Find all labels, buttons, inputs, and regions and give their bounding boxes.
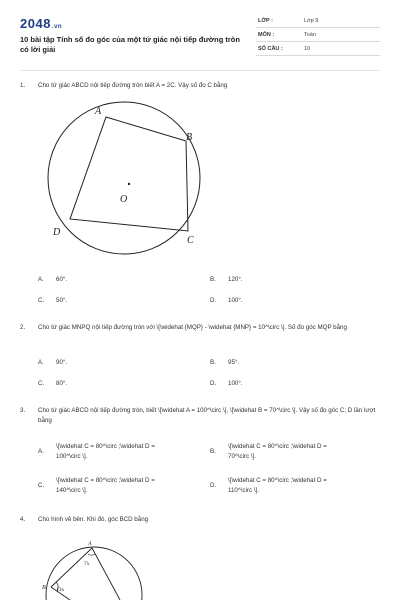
option-letter: B. — [210, 448, 216, 455]
option-text: 120°. — [228, 276, 243, 283]
meta-value: Toán — [304, 32, 316, 38]
header-divider — [20, 70, 380, 71]
option-text-line: \[\widehat C = 80^\circ ;\widehat D = — [228, 477, 327, 484]
option-letter: D. — [210, 380, 217, 387]
option-text-line: 140^\circ \]. — [56, 487, 88, 494]
figure-4-segment-a — [92, 548, 120, 600]
option-text-line: \[\widehat C = 80^\circ ;\widehat D = — [228, 443, 327, 450]
option-letter: C. — [38, 380, 45, 387]
figure-4-label-b: B — [42, 585, 46, 591]
option-letter: A. — [38, 448, 44, 455]
document-title: 10 bài tập Tính số đo góc của một tứ giác nội tiếp đường tròn có lời giải — [20, 35, 240, 54]
option-3c[interactable] — [38, 476, 198, 498]
figure-4-angle-b-label: 13x — [56, 587, 65, 593]
option-text — [56, 442, 196, 462]
figure-question-4 — [30, 535, 160, 600]
meta-row-count — [256, 42, 380, 56]
option-text: 100°. — [228, 297, 243, 304]
option-letter: A. — [38, 276, 44, 283]
option-3a[interactable] — [38, 442, 198, 464]
label-d: D — [53, 227, 61, 238]
option-text-line: 100^\circ \]. — [56, 453, 88, 460]
option-letter: D. — [210, 297, 217, 304]
meta-value: 10 — [304, 46, 311, 52]
option-text: 95°. — [228, 359, 240, 366]
option-text — [228, 476, 368, 496]
meta-row-subject — [256, 28, 380, 42]
option-text — [56, 476, 196, 496]
question-number: 1. — [20, 82, 26, 89]
option-text-line: 70^\circ \]. — [228, 453, 257, 460]
option-text: 50°. — [56, 297, 68, 304]
question-number: 2. — [20, 324, 26, 331]
meta-label: MÔN : — [258, 32, 275, 38]
quadrilateral-abcd — [70, 117, 188, 231]
question-3 — [20, 406, 380, 428]
meta-label: LỚP : — [258, 18, 273, 24]
option-letter: B. — [210, 276, 216, 283]
question-text: Cho tứ giác ABCD nội tiếp đường tròn biết A = 2C. Vậy số đo C bằng — [38, 82, 228, 89]
label-o: O — [120, 194, 128, 205]
option-text-line: 110^\circ \]. — [228, 487, 259, 494]
option-letter: C. — [38, 297, 45, 304]
figure-4-angle-a-arc — [88, 554, 95, 555]
figure-4-label-a: A — [88, 541, 92, 547]
option-text-line: \[\widehat C = 80^\circ ;\widehat D = — [56, 477, 155, 484]
meta-table — [256, 14, 380, 56]
site-logo[interactable] — [20, 16, 62, 31]
meta-row-grade — [256, 14, 380, 28]
option-text: 90°. — [56, 359, 68, 366]
option-letter: D. — [210, 482, 217, 489]
label-a: A — [95, 106, 102, 117]
center-point — [128, 183, 130, 185]
option-3d[interactable] — [210, 476, 370, 498]
question-text: Cho hình vẽ bên. Khi đó, góc BCD bằng — [38, 516, 149, 523]
option-letter: C. — [38, 482, 45, 489]
option-text: 60°. — [56, 276, 68, 283]
option-3b[interactable] — [210, 442, 370, 464]
option-letter: A. — [38, 359, 44, 366]
meta-label: SỐ CÂU : — [258, 46, 283, 52]
option-text — [228, 442, 368, 462]
logo-suffix: .vn — [51, 24, 63, 30]
label-c: C — [187, 235, 194, 246]
question-number: 3. — [20, 407, 26, 414]
circumcircle — [48, 102, 200, 254]
question-text: Cho tứ giác MNPQ nội tiếp đường tròn với \[\widehat {MQP} - \widehat {MNP} = 10^\circ \]. Số đo góc MQP bằng — [38, 324, 347, 331]
figure-cyclic-quadrilateral — [40, 98, 220, 258]
question-text: Cho tứ giác ABCD nội tiếp đường tròn, biết \[\widehat A = 100^\circ \], \[\widehat B = 70^\circ \]. Vậy số đo góc C; D lần lượt bằng — [38, 407, 376, 424]
question-number: 4. — [20, 516, 26, 523]
label-b: B — [186, 132, 193, 143]
option-text-line: \[\widehat C = 80^\circ ;\widehat D = — [56, 443, 155, 450]
option-letter: B. — [210, 359, 216, 366]
header — [20, 14, 380, 66]
option-text: 100°. — [228, 380, 243, 387]
meta-value: Lớp 9 — [304, 18, 319, 24]
option-text: 80°. — [56, 380, 68, 387]
figure-4-angle-a-label: 7x — [84, 561, 90, 567]
question-2 — [20, 323, 380, 345]
logo-text: 2048 — [20, 16, 51, 31]
figure-4-segment-ab — [51, 548, 92, 587]
